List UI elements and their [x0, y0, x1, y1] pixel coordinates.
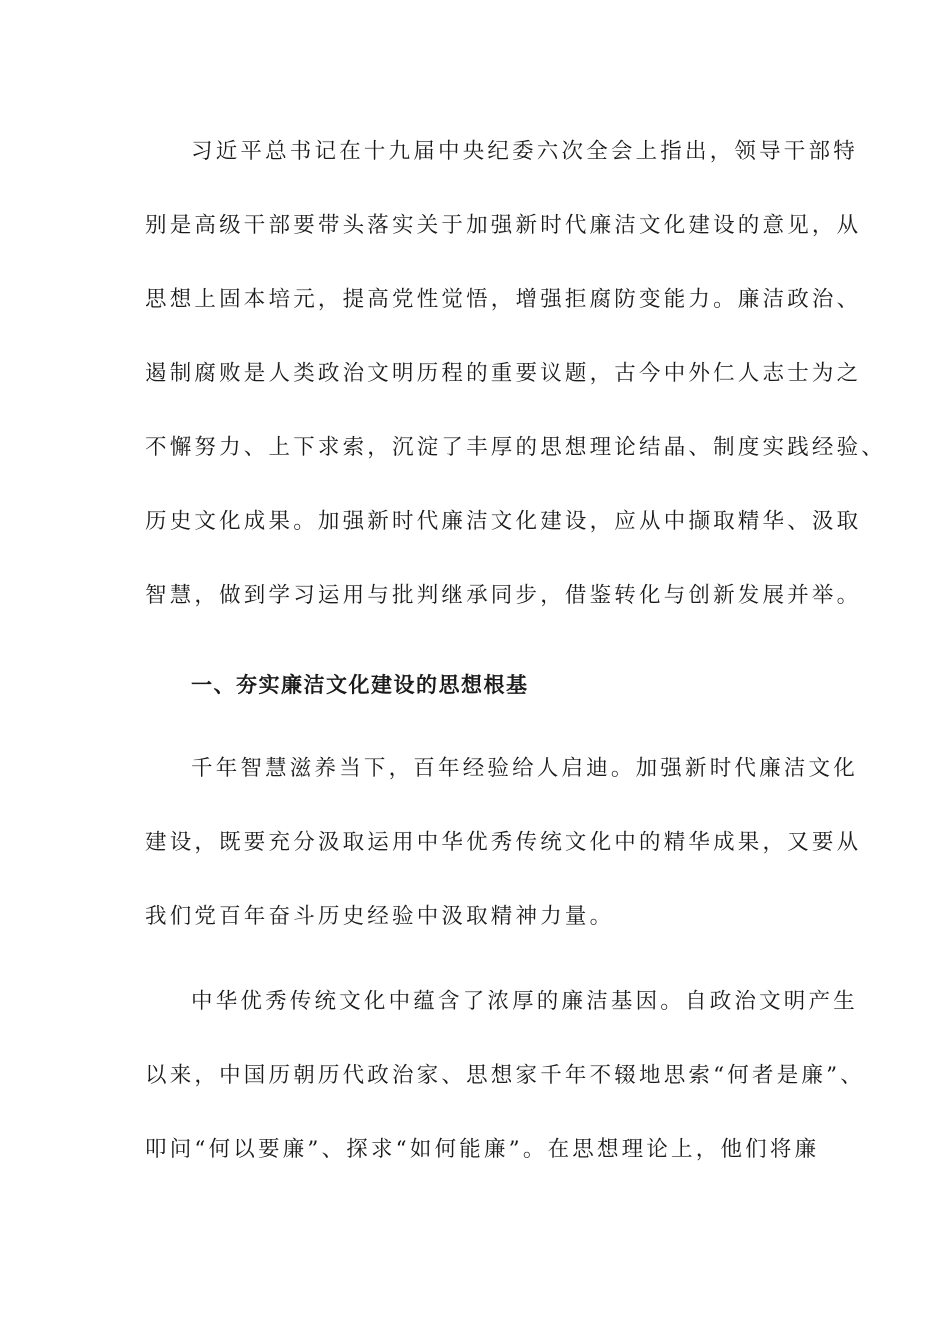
paragraph-3-line-3: 叩问“何以要廉”、探求“如何能廉”。在思想理论上，他们将廉 [145, 1137, 820, 1162]
paragraph-2-line-2: 建设，既要充分汲取运用中华优秀传统文化中的精华成果，又要从 [145, 830, 862, 855]
paragraph-2-line-1: 千年智慧滋养当下，百年经验给人启迪。加强新时代廉洁文化 [191, 756, 858, 781]
section-heading-1: 一、夯实廉洁文化建设的思想根基 [191, 673, 529, 697]
paragraph-1-line-1: 习近平总书记在十九届中央纪委六次全会上指出，领导干部特 [191, 139, 858, 164]
paragraph-1-line-6: 历史文化成果。加强新时代廉洁文化建设，应从中撷取精华、汲取 [145, 509, 862, 534]
paragraph-1-line-3: 思想上固本培元，提高党性觉悟，增强拒腐防变能力。廉洁政治、 [145, 287, 862, 312]
paragraph-1-line-7: 智慧，做到学习运用与批判继承同步，借鉴转化与创新发展并举。 [145, 583, 862, 608]
paragraph-3-line-1: 中华优秀传统文化中蕴含了浓厚的廉洁基因。自政治文明产生 [191, 989, 858, 1014]
paragraph-3-line-2: 以来，中国历朝历代政治家、思想家千年不辍地思索“何者是廉”、 [145, 1063, 865, 1088]
paragraph-2-line-3: 我们党百年奋斗历史经验中汲取精神力量。 [145, 904, 615, 929]
paragraph-1-line-2: 别是高级干部要带头落实关于加强新时代廉洁文化建设的意见，从 [145, 213, 862, 238]
paragraph-1-line-5: 不懈努力、上下求索，沉淀了丰厚的思想理论结晶、制度实践经验、 [145, 435, 887, 460]
paragraph-1-line-4: 遏制腐败是人类政治文明历程的重要议题，古今中外仁人志士为之 [145, 361, 862, 386]
